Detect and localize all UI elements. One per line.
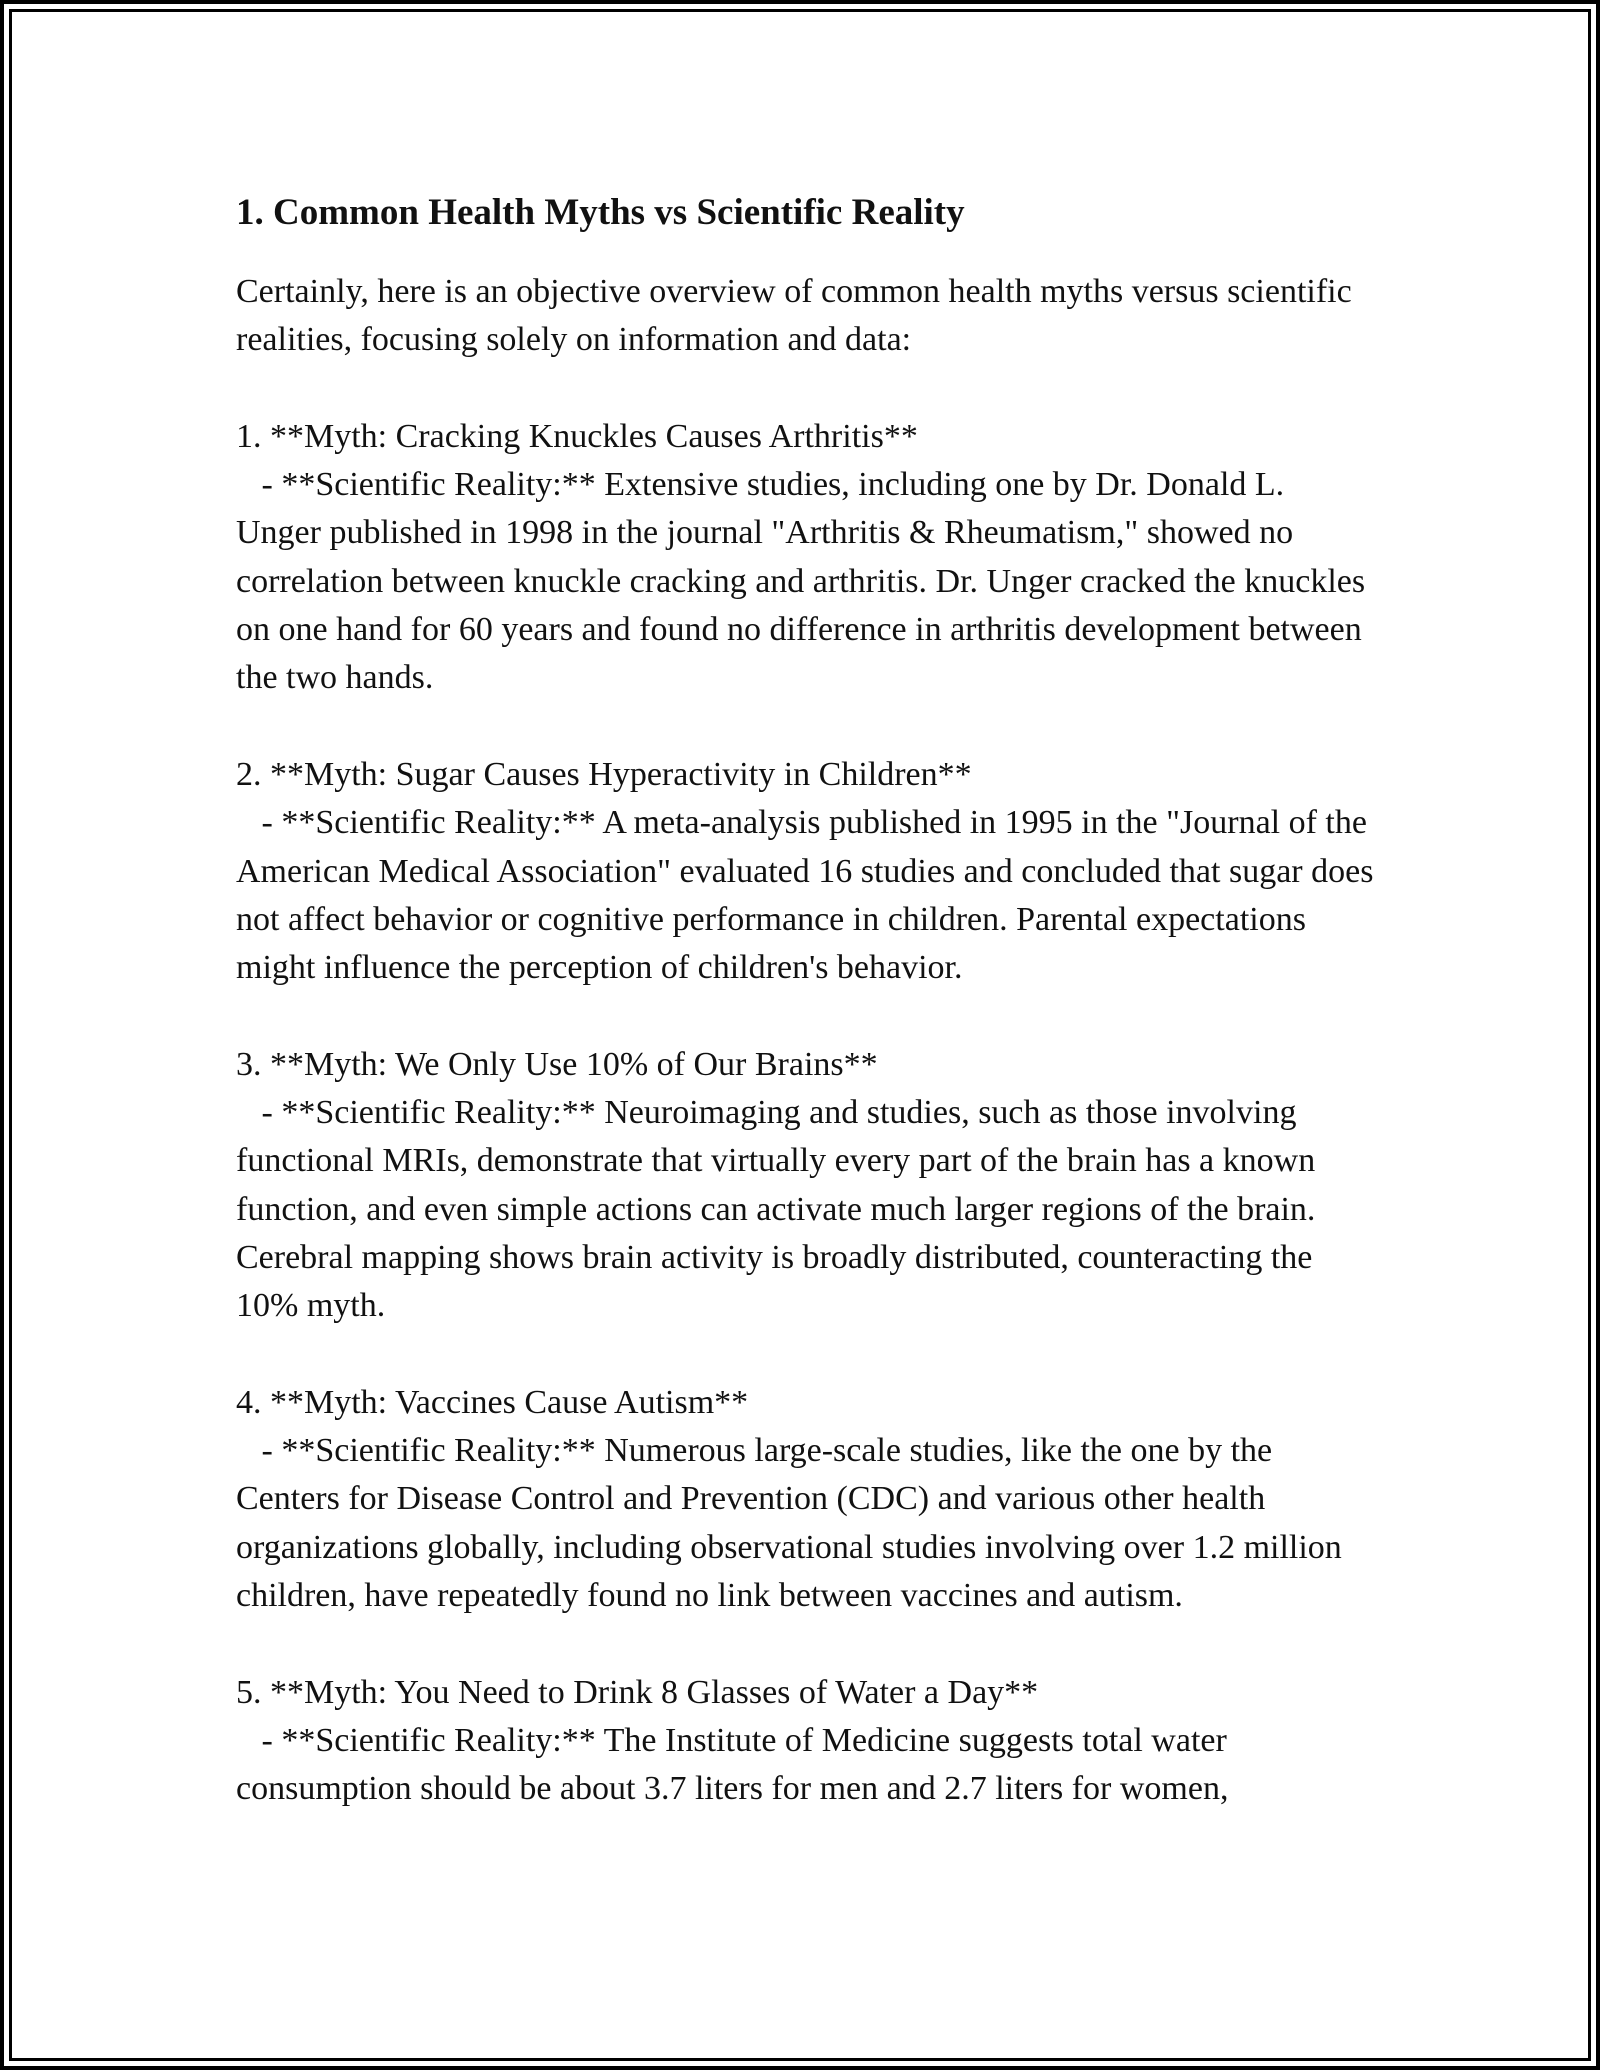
myth-reality: - **Scientific Reality:** Neuroimaging and studies, such as those involving functional MRIs, demonstrate that virtually every part of the brain has a known function, and even simple actions can activate much larger regions of the brain. Cerebral mapping shows brain activity is broadly distributed, counteracting the 10% myth.: [236, 1094, 1324, 1325]
myth-item-5: [236, 1669, 1376, 1814]
document-body: [236, 185, 1382, 1814]
myth-heading: 3. **Myth: We Only Use 10% of Our Brains**: [236, 1045, 878, 1083]
myth-reality: - **Scientific Reality:** The Institute of Medicine suggests total water consumption should be about 3.7 liters for men and 2.7 liters for women,: [236, 1721, 1236, 1808]
myth-reality: - **Scientific Reality:** A meta-analysis published in 1995 in the "Journal of the American Medical Association" evaluated 16 studies and concluded that sugar does not affect behavior or cognitive performance in children. Parental expectations might influence the perception of children's behavior.: [236, 804, 1382, 987]
myth-reality: - **Scientific Reality:** Extensive studies, including one by Dr. Donald L. Unger published in 1998 in the journal "Arthritis & Rheumatism," showed no correlation between knuckle cracking and arthritis. Dr. Unger cracked the knuckles on one hand for 60 years and found no difference in arthritis development between the two hands.: [236, 466, 1374, 697]
myth-heading: 5. **Myth: You Need to Drink 8 Glasses of Water a Day**: [236, 1673, 1039, 1711]
myth-item-1: [236, 413, 1376, 703]
document-title: 1. Common Health Myths vs Scientific Reality: [236, 192, 965, 233]
myth-item-3: [236, 1041, 1376, 1331]
myth-heading: 1. **Myth: Cracking Knuckles Causes Arthritis**: [236, 417, 918, 455]
myth-item-2: [236, 751, 1382, 992]
myth-heading: 2. **Myth: Sugar Causes Hyperactivity in Children**: [236, 755, 972, 793]
myth-item-4: [236, 1379, 1376, 1620]
myth-reality: - **Scientific Reality:** Numerous large-scale studies, like the one by the Centers for Disease Control and Prevention (CDC) and various other health organizations globally, including observational studies involving over 1.2 million children, have repeatedly found no link between vaccines and autism.: [236, 1432, 1351, 1615]
intro-paragraph: Certainly, here is an objective overview of common health myths versus scientific realities, focusing solely on information and data:: [236, 273, 1361, 359]
myth-heading: 4. **Myth: Vaccines Cause Autism**: [236, 1383, 749, 1421]
